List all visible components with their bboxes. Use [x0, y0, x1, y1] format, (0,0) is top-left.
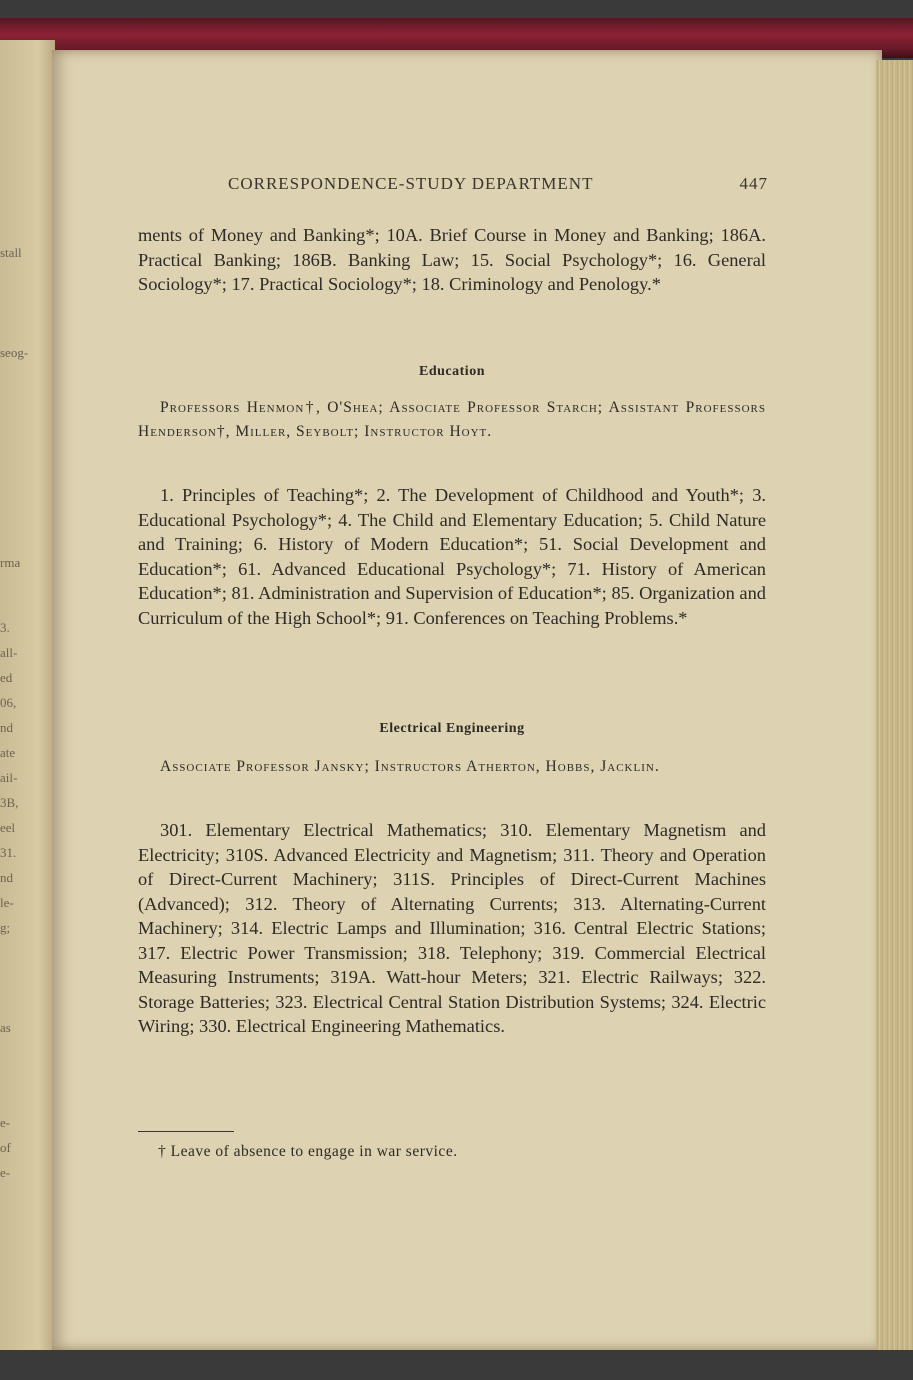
- left-page-fragment: 3.: [0, 620, 10, 635]
- left-page-fragment: ail-: [0, 770, 18, 785]
- left-page-fragment: nd: [0, 870, 13, 885]
- intro-paragraph: ments of Money and Banking*; 10A. Brief Course in Money and Banking; 186A. Practical Banking; 186B. Banking Law; 15. Social Psychology*; 16. General Sociology*; 17. Practical Sociology*; 18. Criminology and Penology.*: [138, 225, 766, 294]
- page-number: 447: [739, 174, 768, 193]
- left-page-fragment: ate: [0, 745, 16, 760]
- left-page-fragment: nd: [0, 720, 13, 735]
- adjacent-page-edge: [0, 40, 55, 1350]
- left-page-fragment: stall: [0, 245, 22, 260]
- left-page-fragment: e-: [0, 1115, 11, 1130]
- left-page-fragment: rma: [0, 555, 21, 570]
- left-page-fragment: e-: [0, 1165, 11, 1180]
- left-page-fragment: eel: [0, 820, 16, 835]
- section-title-education: Education: [419, 364, 485, 379]
- left-page-fragment: le-: [0, 895, 14, 910]
- electrical-engineering-faculty: Associate Professor Jansky; Instructors Atherton, Hobbs, Jacklin.: [160, 758, 660, 775]
- left-page-fragment: 31.: [0, 845, 17, 860]
- left-page-fragment: all-: [0, 645, 18, 660]
- education-faculty: Professors Henmon†, O'Shea; Associate Professor Starch; Assistant Professors Henderson†, Miller, Seybolt; Instructor Hoyt.: [138, 399, 766, 440]
- education-courses: 1. Principles of Teaching*; 2. The Development of Childhood and Youth*; 3. Educational Psychology*; 4. The Child and Elementary Education; 5. Child Nature and Training; 6. History of Modern Education*; 51. Social Development and Education*; 61. Advanced Educational Psychology*; 71. History of American Education*; 81. Administration and Supervision of Education*; 85. Organization and Curriculum of the High School*; 91. Conferences on Teaching Problems.*: [138, 485, 766, 628]
- left-page-fragment: ed: [0, 670, 13, 685]
- left-page-fragment: 06,: [0, 695, 17, 710]
- page-stack-edge: [876, 60, 913, 1350]
- left-page-fragment: as: [0, 1020, 11, 1035]
- left-page-fragment: g;: [0, 920, 11, 935]
- footnote-rule: [138, 1131, 234, 1132]
- left-page-fragment: seog-: [0, 345, 29, 360]
- footnote: † Leave of absence to engage in war service.: [158, 1143, 458, 1160]
- electrical-engineering-courses: 301. Elementary Electrical Mathematics; 310. Elementary Magnetism and Electricity; 310S. Advanced Electricity and Magnetism; 311. Theory and Operation of Direct-Current Machinery; 311S. Principles of Direct-Current Machines (Advanced); 312. Theory of Alternating Currents; 313. Alternating-Current Machinery; 314. Electric Lamps and Illumination; 316. Central Electric Stations; 317. Electric Power Transmission; 318. Telephony; 319. Commercial Electrical Measuring Instruments; 319A. Watt-hour Meters; 321. Electric Railways; 322. Storage Batteries; 323. Electrical Central Station Distribution Systems; 324. Electric Wiring; 330. Electrical Engineering Mathematics.: [138, 820, 766, 1036]
- section-title-electrical-engineering: Electrical Engineering: [379, 721, 525, 736]
- running-header-title: CORRESPONDENCE-STUDY DEPARTMENT: [228, 174, 594, 193]
- left-page-fragment: 3B,: [0, 795, 19, 810]
- left-page-fragment: of: [0, 1140, 11, 1155]
